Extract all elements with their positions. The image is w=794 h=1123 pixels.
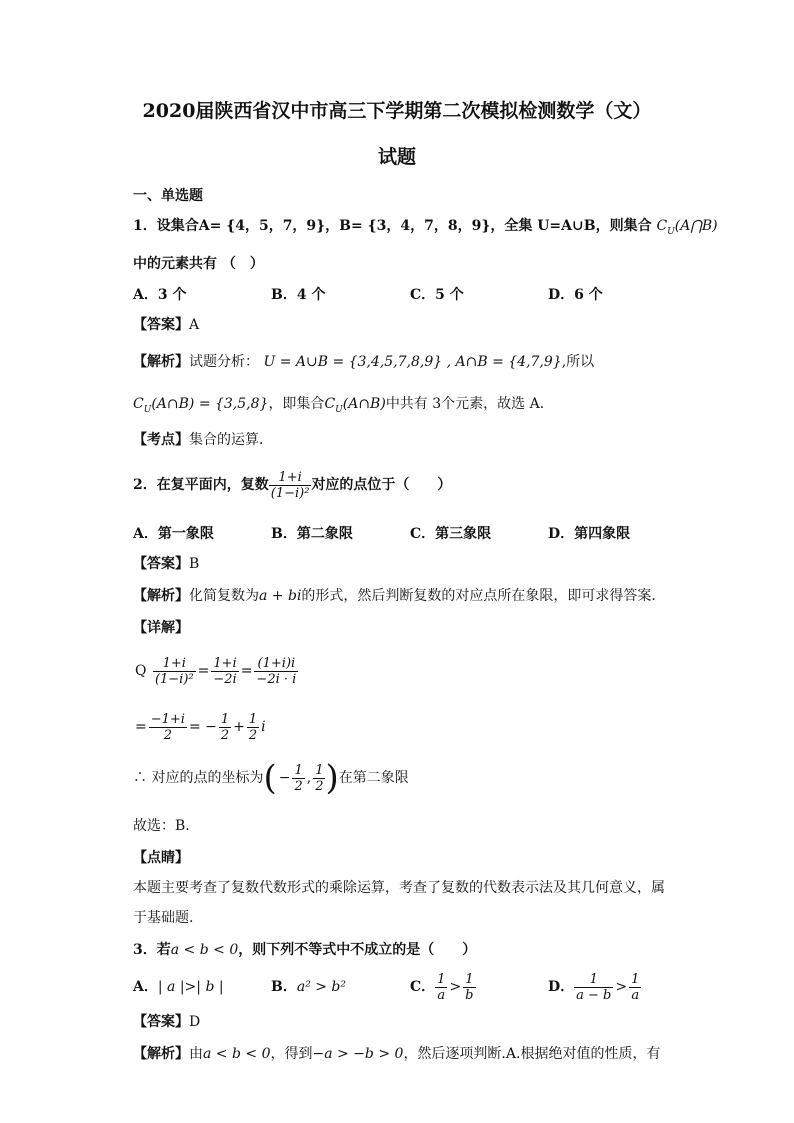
- q3-stem-math: a < b < 0: [170, 942, 239, 958]
- doc-title-line1: 2020届陕西省汉中市高三下学期第二次模拟检测数学（文）: [142, 100, 652, 122]
- q1-analysis-math1: U = A∪B = {3,4,5,7,8,9} , A∩B = {4,7,9}: [263, 354, 562, 370]
- q2-stem: 2．在复平面内，复数 $\frac{1+i}{\text{(1−i)²}}$ 对应的点位于（ ）: [133, 469, 452, 501]
- section-heading: 一、单选题: [133, 188, 203, 204]
- q2-dianjing-line1: 本题主要考查了复数代数形式的乘除运算，考查了复数的代数表示法及其几何意义，属: [133, 880, 665, 896]
- q1-analysis-line1: 【解析】试题分析： U = A∪B = {3,4,5,7,8,9} , A∩B = {4,7,9},所以: [133, 354, 595, 370]
- q1-answer: [133, 315, 199, 335]
- q1-analysis-math3: $C_U(A\cap B)$: [324, 396, 386, 415]
- q2-step1-frac1: $\frac{1+i}{\text{(1−i)²}}$: [154, 655, 194, 687]
- q2-step2-frac3: $\frac{1}{2}$: [248, 711, 258, 743]
- q2-analysis-math: a + bi: [259, 588, 302, 604]
- q1-stem-line2: 中的元素共有 （ ）: [133, 256, 264, 272]
- q3-analysis: 【解析】由a < b < 0，得到−a > −b > 0，然后逐项判断.A.根据绝对值的性质，有: [133, 1046, 661, 1062]
- q1-analysis-line2: $C_U(A\cap B) = \{3,5,8\}$，即集合$C_U(A\cap B)$中共有 3个元素，故选 A．: [133, 396, 554, 415]
- q2-step1: Q $\frac{1+i}{\text{(1−i)²}}$ = $\frac{1+i}{-2i}$ = $\frac{(1+i)i}{-2i \cdot i}$: [135, 655, 297, 687]
- q2-stem-fraction: $\frac{1+i}{\text{(1−i)²}}$: [270, 469, 310, 501]
- q1-answer-tag: 【答案】: [133, 317, 189, 333]
- q2-step3-frac2: $\frac{1}{2}$: [315, 762, 324, 794]
- q2-option-b: B．第二象限: [271, 526, 353, 542]
- q2-dianjing-line2: 于基础题.: [133, 910, 194, 926]
- q2-answer: 【答案】B: [133, 556, 200, 572]
- doc-title-line2: 试题: [377, 146, 416, 168]
- q3-option-a: A．| a |>| b |: [133, 979, 224, 995]
- q1-option-b: B．4 个: [271, 287, 326, 303]
- q2-analysis: 【解析】化简复数为a + bi的形式，然后判断复数的对应点所在象限，即可求得答案.: [133, 588, 656, 604]
- q1-option-a: A．3 个: [133, 287, 187, 303]
- q1-answer-value: A: [189, 317, 200, 333]
- q1-analysis-math2: $C_U(A\cap B) = \{3,5,8\}$: [133, 396, 269, 415]
- q3-option-b: B．a² > b²: [271, 979, 347, 995]
- q2-detail-heading: 【详解】: [133, 620, 189, 636]
- q2-step1-frac3: $\frac{(1+i)i}{-2i \cdot i}$: [256, 655, 297, 687]
- q2-answer-value: B: [189, 556, 200, 572]
- q2-option-a: A．第一象限: [133, 526, 214, 542]
- q3-option-c: C． $\frac{1}{a}$ > $\frac{1}{b}$: [410, 971, 474, 1003]
- q2-option-d: D．第四象限: [548, 526, 631, 542]
- q2-option-c: C．第三象限: [410, 526, 492, 542]
- q2-step3-frac1: $\frac{1}{2}$: [294, 762, 303, 794]
- q1-option-c: C．5 个: [410, 287, 464, 303]
- q1-stem: [133, 216, 718, 242]
- q3-answer-value: D: [189, 1014, 201, 1030]
- q2-step2: = $\frac{-1+i}{2}$ = − $\frac{1}{2}$ + $\frac{1}{2}$ i: [135, 711, 266, 743]
- q2-dianjing-heading: 【点睛】: [133, 850, 189, 866]
- q2-step1-frac2: $\frac{1+i}{-2i}$: [213, 655, 237, 687]
- q1-option-d: D．6 个: [548, 287, 603, 303]
- q1-kaodian: 【考点】集合的运算．: [133, 432, 273, 448]
- q2-step2-frac1: $\frac{-1+i}{2}$: [150, 711, 185, 743]
- q1-analysis-tag: 【解析】: [133, 354, 189, 370]
- q3-answer: 【答案】D: [133, 1014, 201, 1030]
- q3-option-d: D． $\frac{1}{a - b}$ > $\frac{1}{a}$: [548, 971, 640, 1003]
- q3-stem: 3．若a < b < 0，则下列不等式中不成立的是（ ）: [133, 942, 477, 958]
- q1-stem-text: 1．设集合A= {4，5，7，9}，B= {3，4，7，8，9}，全集 U=A∪B，则集合: [133, 218, 652, 234]
- q2-step2-frac2: $\frac{1}{2}$: [220, 711, 230, 743]
- q2-step3: ∴ 对应的点的坐标为( − $\frac{1}{2}$ , $\frac{1}{2}$ )在第二象限: [133, 758, 409, 798]
- q1-kaodian-tag: 【考点】: [133, 432, 189, 448]
- q1-stem-math: $C_U(A⋂B)$: [656, 218, 718, 237]
- q2-choose: 故选：B.: [133, 818, 190, 834]
